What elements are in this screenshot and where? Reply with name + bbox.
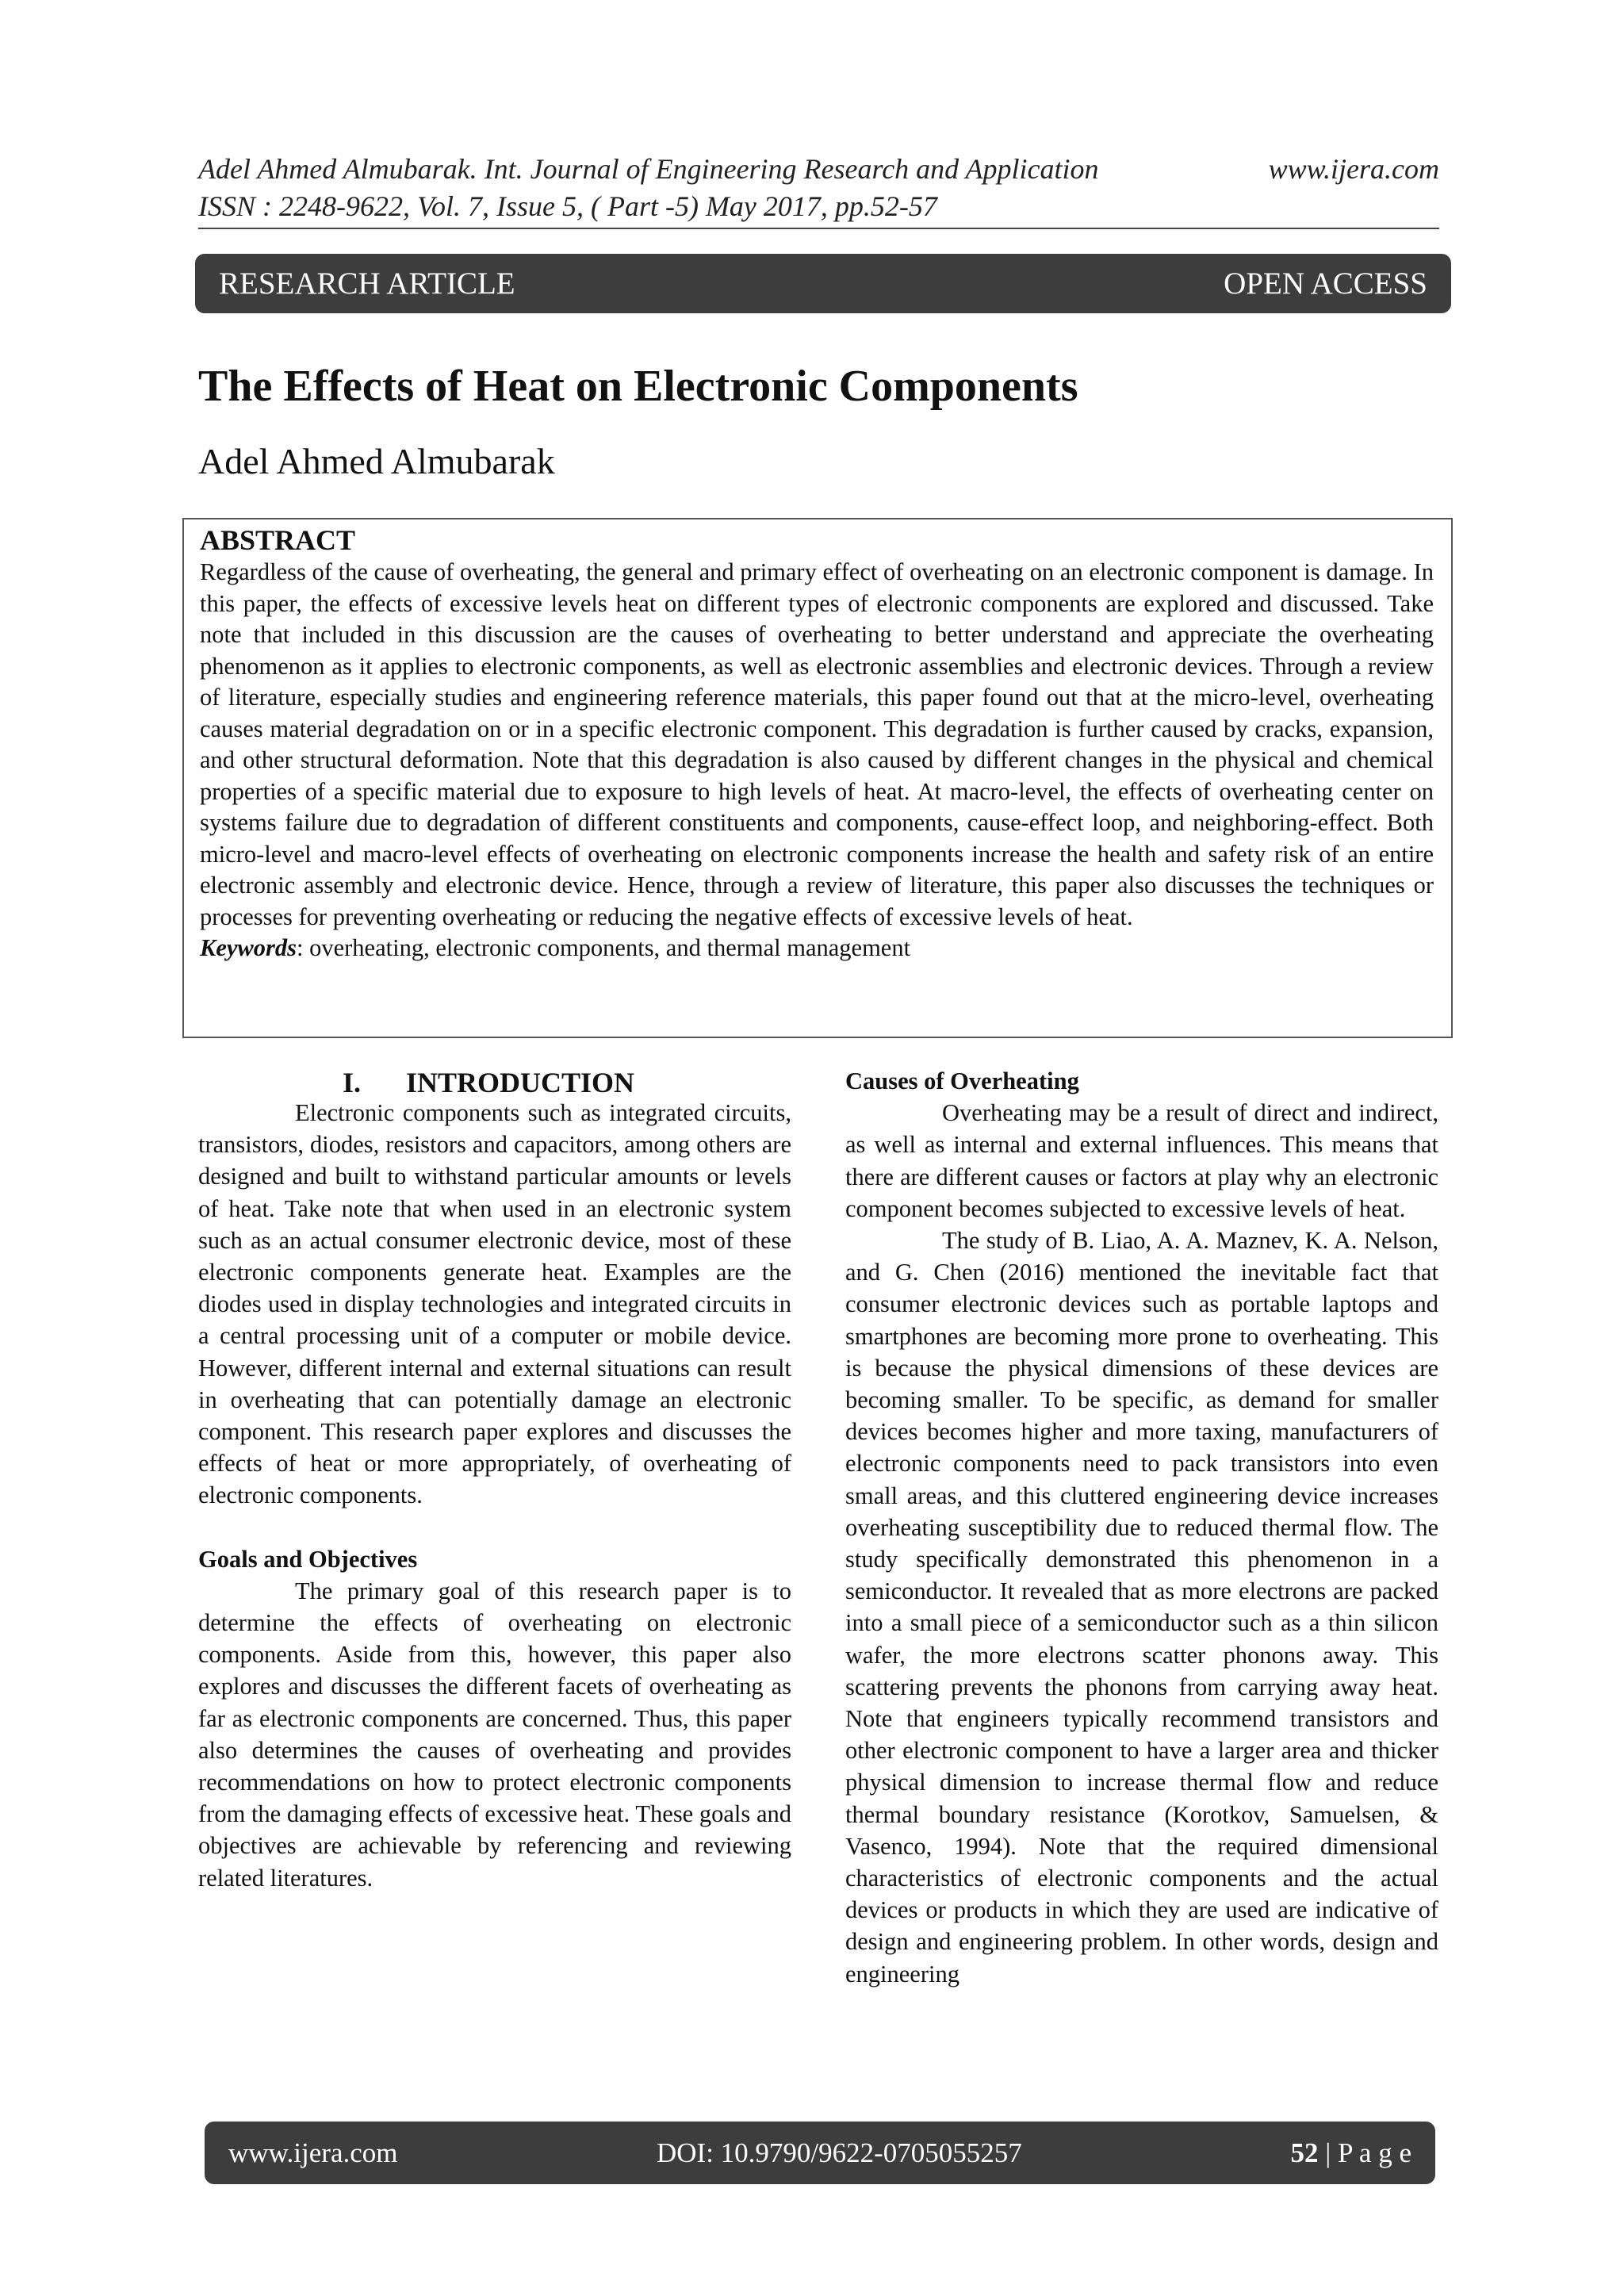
causes-heading: Causes of Overheating (845, 1068, 1079, 1094)
keywords-text: : overheating, electronic components, and thermal management (297, 934, 911, 961)
goals-paragraph: The primary goal of this research paper is to determine the effects of overheating on electronic components. Aside from this, however, this paper also explores and discusses the different facets of overheating as far as electronic components are concerned. Thus, this paper also determines the causes of overheating and provides recommendations on how to protect electronic components from the damaging effects of excessive heat. These goals and objectives are achievable by referencing and reviewing related literatures. (198, 1577, 791, 1892)
goals-heading: Goals and Objectives (198, 1545, 418, 1573)
keywords-label: Keywords (200, 934, 297, 961)
footer-page (1291, 2137, 1412, 2169)
article-type-label: RESEARCH ARTICLE (219, 266, 515, 301)
paper-title: The Effects of Heat on Electronic Components (198, 362, 1078, 411)
left-column (198, 1065, 791, 1894)
running-header (198, 151, 1439, 225)
abstract-box (182, 518, 1453, 1038)
page-footer (205, 2122, 1435, 2184)
open-access-label: OPEN ACCESS (1224, 266, 1427, 301)
right-column (845, 1065, 1438, 1990)
abstract-heading: ABSTRACT (200, 524, 356, 556)
abstract-text: Regardless of the cause of overheating, the general and primary effect of overheating on an electronic component is damage. In this paper, the effects of excessive levels heat on different types of electronic components are explored and discussed. Take note that included in this discussion are the causes of overheating to better understand and appreciate the overheating phenomenon as it applies to electronic components, as well as electronic assemblies and electronic devices. Through a review of literature, especially studies and engineering reference materials, this paper found out that at the micro-level, overheating causes material degradation on or in a specific electronic component. This degradation is further caused by cracks, expansion, and other structural deformation. Note that this degradation is also caused by different changes in the physical and chemical properties of a specific material due to exposure to high levels of heat. At macro-level, the effects of overheating center on systems failure due to degradation of different constituents and components, cause-effect loop, and neighboring-effect. Both micro-level and macro-level effects of overheating on electronic components increase the health and safety risk of an entire electronic assembly and electronic device. Hence, through a review of literature, this paper also discusses the techniques or processes for preventing overheating or reducing the negative effects of excessive levels of heat. (200, 558, 1434, 930)
causes-paragraph-2: The study of B. Liao, A. A. Maznev, K. A. Nelson, and G. Chen (2016) mentioned the inevitable fact that consumer electronic devices such as portable laptops and smartphones are becoming more prone to overheating. This is because the physical dimensions of these devices are becoming smaller. To be specific, as demand for smaller devices becomes higher and more taxing, manufacturers of electronic components need to pack transistors into even small areas, and this cluttered engineering device increases overheating susceptibility due to reduced thermal flow. The study specifically demonstrated this phenomenon in a semiconductor. It revealed that as more electrons are packed into a small piece of a semiconductor such as a thin silicon wafer, the more electrons scatter phonons away. This scattering prevents the phonons from carrying away heat. Note that engineers typically recommend transistors and other electronic component to have a larger area and thicker physical dimension to increase thermal flow and reduce thermal boundary resistance (Korotkov, Samuelsen, & Vasenco, 1994). Note that the required dimensional characteristics of electronic components and the actual devices or products in which they are used are indicative of design and engineering problem. In other words, design and engineering (845, 1227, 1438, 1987)
spacer (198, 1512, 791, 1543)
header-rule (198, 228, 1439, 229)
section-title: INTRODUCTION (406, 1067, 635, 1098)
footer-website: www.ijera.com (228, 2137, 398, 2168)
article-banner (195, 254, 1451, 313)
causes-paragraph-1: Overheating may be a result of direct and indirect, as well as internal and external influences. This means that there are different causes or factors at play why an electronic component becomes subjected to excessive levels of heat. (845, 1099, 1438, 1222)
journal-website: www.ijera.com (1268, 153, 1439, 185)
keywords (200, 933, 1434, 964)
journal-citation: Adel Ahmed Almubarak. Int. Journal of Engineering Research and Application (198, 153, 1099, 185)
page-label: | P a g e (1318, 2137, 1411, 2168)
section-number: I. (343, 1067, 362, 1098)
footer-doi: DOI: 10.9790/9622-0705055257 (657, 2137, 1022, 2168)
paper-author: Adel Ahmed Almubarak (198, 441, 555, 481)
issn-line: ISSN : 2248-9622, Vol. 7, Issue 5, ( Part -5) May 2017, pp.52-57 (198, 190, 937, 222)
introduction-paragraph: Electronic components such as integrated circuits, transistors, diodes, resistors and capacitors, among others are designed and built to withstand particular amounts or levels of heat. Take note that when used in an electronic system such as an actual consumer electronic device, most of these electronic components generate heat. Examples are the diodes used in display technologies and integrated circuits in a central processing unit of a computer or mobile device. However, different internal and external situations can result in overheating that can potentially damage an electronic component. This research paper explores and discusses the effects of heat or more appropriately, of overheating of electronic components. (198, 1099, 791, 1509)
introduction-heading (198, 1065, 791, 1100)
page-number: 52 (1290, 2137, 1319, 2168)
